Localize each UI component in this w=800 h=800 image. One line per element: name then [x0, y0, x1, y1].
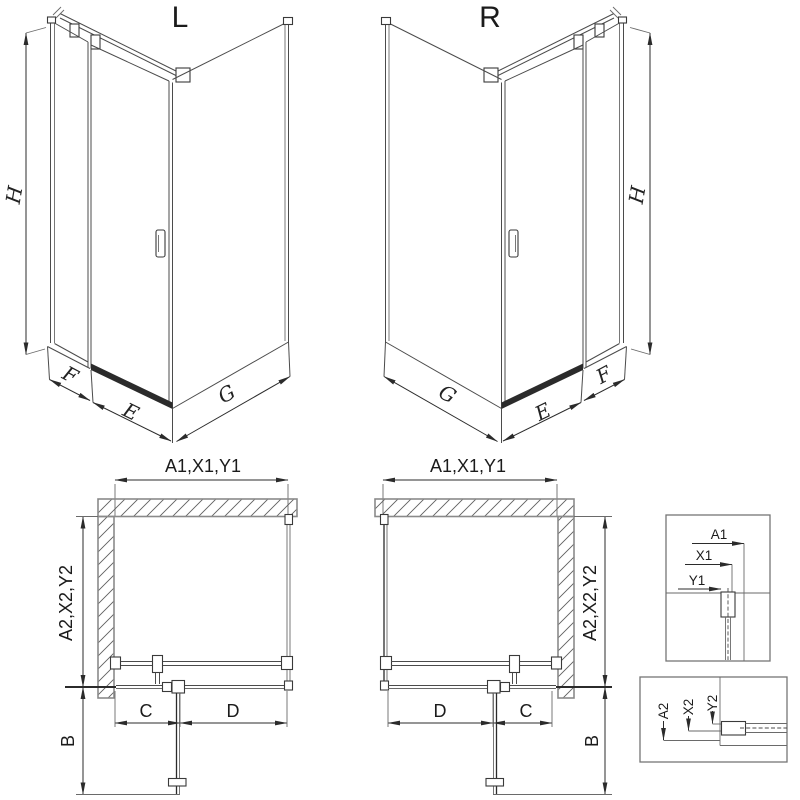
- door-handle: [156, 230, 165, 257]
- door-handle: [486, 779, 504, 787]
- plan-side-glass: [282, 515, 293, 691]
- door-pivot-block: [172, 681, 185, 694]
- door-panel: [91, 45, 173, 410]
- wall-section-top: [375, 499, 574, 517]
- plan-open-door: [169, 693, 187, 794]
- door-pivot-block: [488, 681, 501, 694]
- iso-left-side-dim-label: F: [58, 360, 83, 389]
- plan-right-door-dim-label: D: [433, 701, 447, 721]
- iso-left-height-label: H: [0, 184, 28, 206]
- rail-tee-fitting: [153, 656, 163, 673]
- iso-view-right: [382, 1, 651, 443]
- iso-left-door-dim-label: E: [119, 397, 143, 426]
- iso-right-door-dim-label: E: [531, 397, 555, 426]
- door-hinge-block: [163, 683, 172, 692]
- wall-profile-right: [619, 17, 627, 343]
- fixed-panel: [55, 23, 89, 368]
- plan-left-fixed-dim-label: C: [139, 701, 153, 721]
- detail-top-x-label: X1: [695, 548, 713, 563]
- bar-clamp: [595, 24, 604, 37]
- iso-right-height-label: H: [623, 184, 651, 206]
- rail-end-bracket: [381, 657, 392, 670]
- plan-right-width-dim-label: A1,X1,Y1: [429, 456, 507, 476]
- plan-front-glass: [116, 681, 284, 694]
- bar-corner-bracket: [176, 68, 190, 82]
- support-bar: [484, 7, 621, 82]
- plan-right-depth-dim-label: A2,X2,Y2: [580, 564, 600, 642]
- door-hinge-block: [501, 683, 510, 692]
- plan-open-door: [486, 693, 504, 794]
- plan-right-fixed-dim-label: C: [519, 701, 533, 721]
- wall-profile-left: [48, 17, 56, 343]
- wall-section-right: [558, 517, 574, 699]
- bar-clamp: [70, 24, 79, 37]
- detail-side-x-label: X2: [681, 698, 696, 716]
- detail-top-y-label: Y1: [688, 573, 706, 588]
- plan-left-door-dim-label: D: [226, 701, 240, 721]
- plan-view-left: [56, 456, 297, 795]
- plan-left-swing-dim-label: B: [58, 734, 78, 748]
- bar-corner-bracket: [484, 68, 498, 82]
- detail-wall-side: [640, 677, 787, 762]
- iso-right-side-dim-label: F: [591, 360, 616, 389]
- door-panel: [502, 45, 584, 410]
- detail-side-a-label: A2: [656, 702, 671, 720]
- door-handle: [169, 779, 187, 787]
- plan-front-glass: [388, 681, 556, 694]
- plan-stabilizer-rail: [391, 656, 562, 685]
- fixed-panel: [586, 23, 620, 368]
- iso-left-wall-panel-dim-label: G: [213, 379, 240, 409]
- detail-side-y-label: Y2: [705, 694, 720, 712]
- support-bar: [53, 7, 190, 82]
- plan-left-depth-dim-label: A2,X2,Y2: [56, 564, 76, 642]
- rail-end-bracket: [282, 657, 293, 670]
- iso-left-label: L: [171, 1, 189, 34]
- wall-section-top: [98, 499, 297, 517]
- detail-top-a-label: A1: [710, 527, 728, 542]
- wall-section-left: [98, 517, 114, 699]
- rail-tee-fitting: [510, 656, 520, 673]
- iso-view-left: [1, 1, 293, 443]
- iso-right-wall-panel-dim-label: G: [434, 379, 461, 409]
- plan-stabilizer-rail: [111, 656, 282, 685]
- iso-right-label: R: [479, 1, 501, 34]
- plan-side-glass: [381, 515, 392, 691]
- plan-left-width-dim-label: A1,X1,Y1: [164, 456, 242, 476]
- plan-view-right: [375, 456, 612, 795]
- detail-wall-top: [666, 515, 770, 661]
- door-handle: [509, 230, 518, 257]
- plan-right-swing-dim-label: B: [582, 734, 602, 748]
